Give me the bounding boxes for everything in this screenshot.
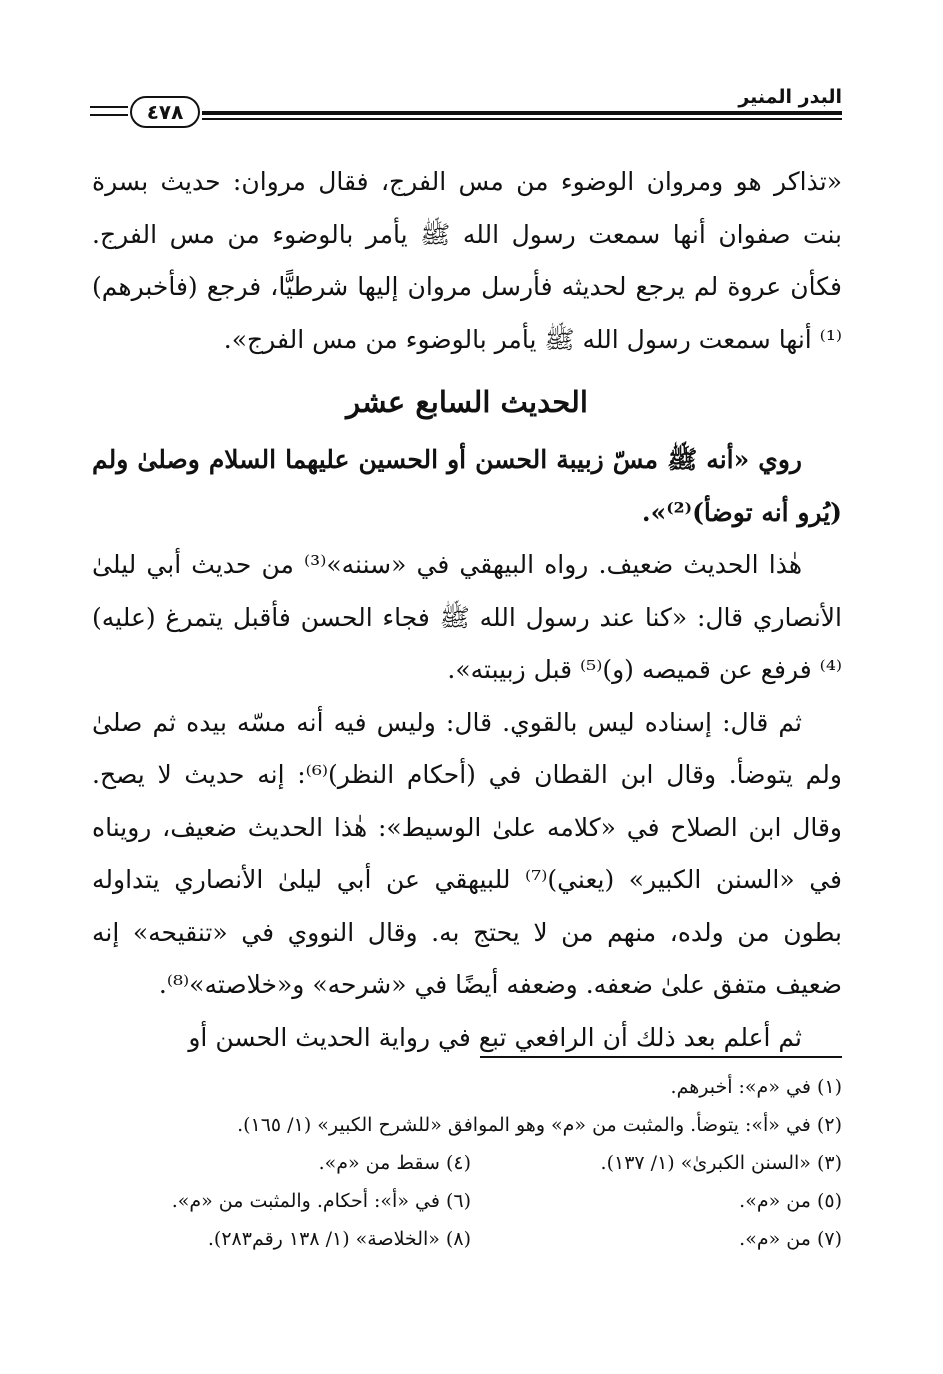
footnotes: [100, 1068, 842, 1258]
footnote-6: (٦) في «أ»: أحكام. والمثبت من «م».: [171, 1190, 471, 1212]
header-rule-left-second: [90, 114, 128, 116]
paragraph-4: ثم قال: إسناده ليس بالقوي. قال: وليس فيه أنه مسّه بيده ثم صلىٰ ولم يتوضأ. وقال ابن القطان في (أحكام النظر)⁽⁶⁾: إنه حديث لا يصح. وقال ابن الصلاح في «كلامه علىٰ الوسيط»: هٰذا الحديث ضعيف، رويناه في «السنن الكبير» (يعني)⁽⁷⁾ للبيهقي عن أبي ليلىٰ الأنصاري يتداوله بطون من ولده، منهم من لا يحتج به. وقال النووي في «تنقيحه» إنه ضعيف متفق علىٰ ضعفه. وضعفه أيضًا في «شرحه» و«خلاصته»⁽⁸⁾.: [92, 707, 842, 999]
header-rule-thin: [202, 118, 842, 120]
footnote-5: (٥) من «م».: [739, 1190, 842, 1212]
header-rule-left: [90, 106, 128, 108]
footnote-8: (٨) «الخلاصة» (١/ ١٣٨ رقم٢٨٣).: [207, 1228, 471, 1250]
footnote-1: (١) في «م»: أخبرهم.: [670, 1076, 842, 1098]
header-rule-thick: [202, 111, 842, 115]
paragraph-1: «تذاكر هو ومروان الوضوء من مس الفرج، فقال مروان: حديث بسرة بنت صفوان أنها سمعت رسول الله ﷺ يأمر بالوضوء من مس الفرج. فكأن عروة لم يرجع لحديثه فأرسل مروان إليها شرطيًّا، فرجع (فأخبرهم)⁽¹⁾ أنها سمعت رسول الله ﷺ يأمر بالوضوء من مس الفرج».: [92, 167, 842, 354]
footnote-2: (٢) في «أ»: يتوضأ. والمثبت من «م» وهو الموافق «للشرح الكبير» (١/ ١٦٥).: [237, 1114, 842, 1136]
paragraph-5: ثم أعلم بعد ذلك أن الرافعي تبع في رواية الحديث الحسن أو: [188, 1022, 802, 1052]
footnote-3: (٣) «السنن الكبرىٰ» (١/ ١٣٧).: [600, 1152, 842, 1174]
footnote-separator: [480, 1056, 842, 1058]
running-title: البدر المنير: [738, 86, 842, 108]
page-number: ٤٧٨: [130, 96, 200, 128]
footnote-4: (٤) سقط من «م».: [318, 1152, 471, 1174]
paragraph-3: هٰذا الحديث ضعيف. رواه البيهقي في «سننه»⁽³⁾ من حديث أبي ليلىٰ الأنصاري قال: «كنا عند رسول الله ﷺ فجاء الحسن فأقبل يتمرغ (عليه)⁽⁴⁾ فرفع عن قميصه (و)⁽⁵⁾ قبل زبيبته».: [92, 550, 842, 684]
page-header: [90, 84, 842, 130]
main-text: [92, 156, 842, 1064]
footnote-7: (٧) من «م».: [739, 1228, 842, 1250]
section-heading: الحديث السابع عشر: [346, 385, 588, 419]
paragraph-2: روي «أنه ﷺ مسّ زبيبة الحسن أو الحسين عليهما السلام وصلىٰ ولم (يُرو أنه توضأ)⁽²⁾».: [92, 445, 842, 527]
